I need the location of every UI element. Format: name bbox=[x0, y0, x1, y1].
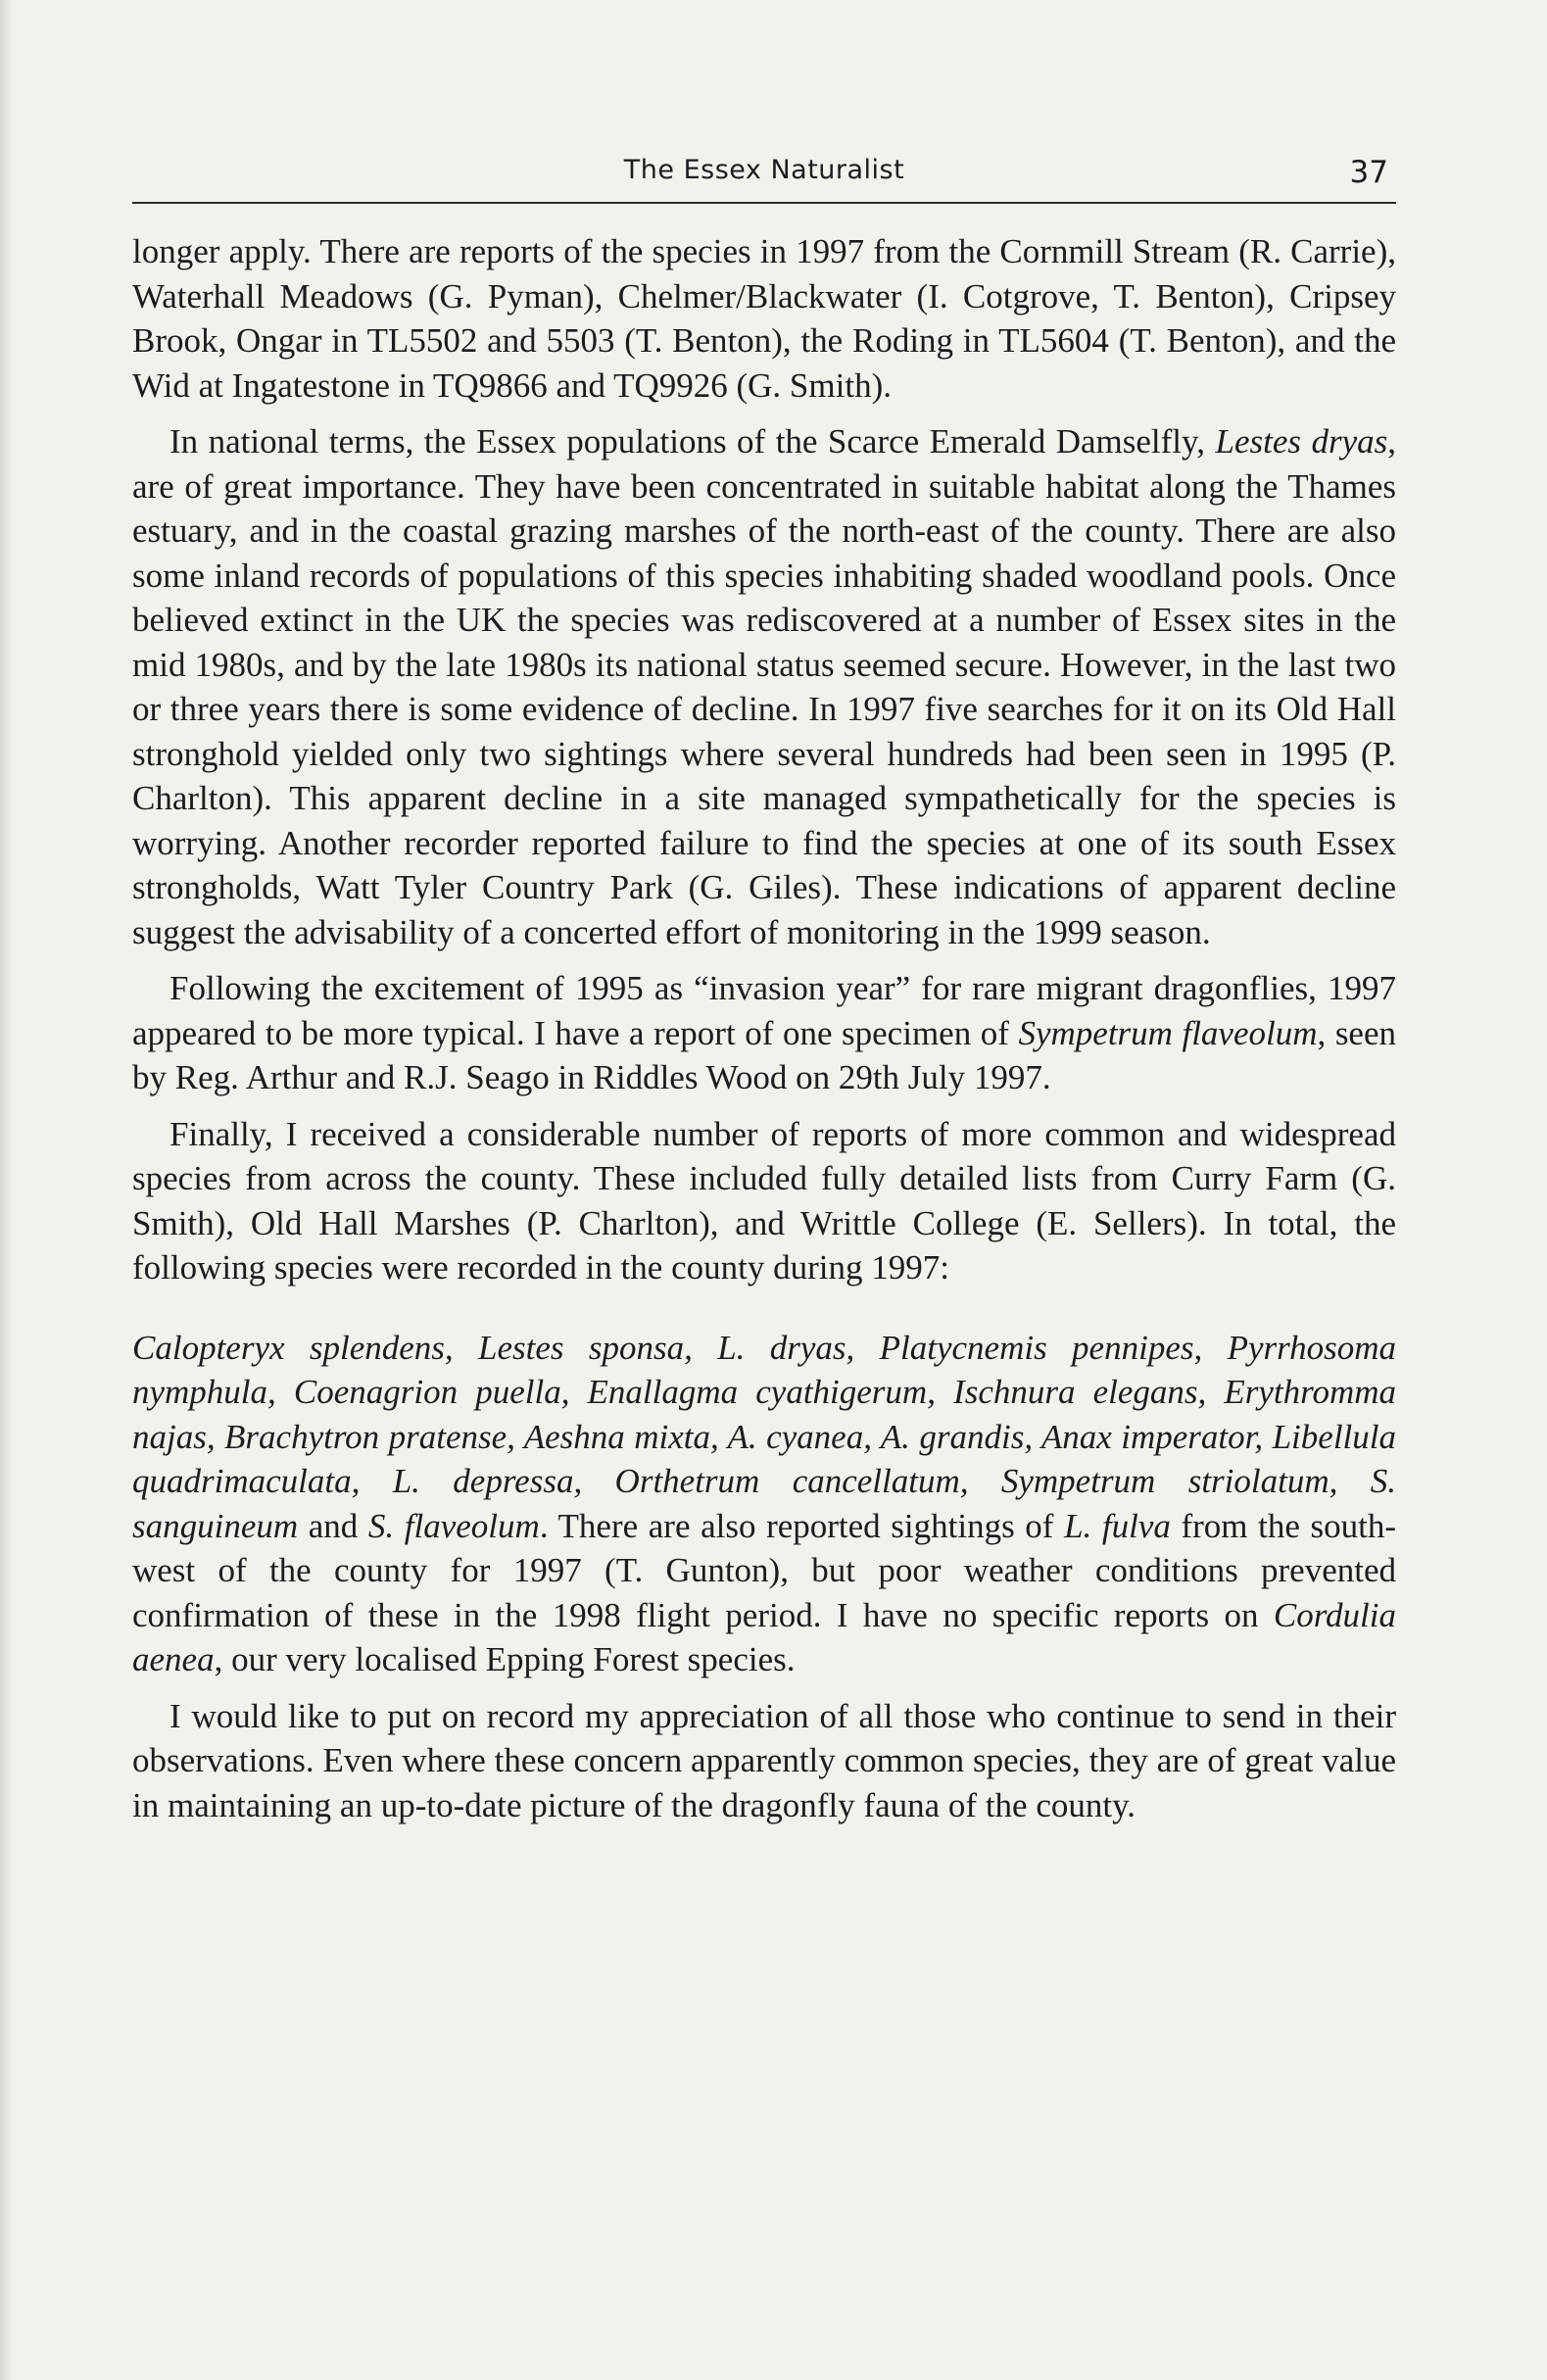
italic-text-segment: Lestes dryas bbox=[1215, 422, 1388, 461]
text-segment: Finally, I received a considerable number of reports of more common and widespread species from across the county. These included fully detailed lists from Curry Farm (G. Smith), Old Hall Marshes (P. Charlton), and Writtle College (E. Sellers). In total, the following species were recorded in the county during 1997: bbox=[132, 1114, 1396, 1287]
italic-text-segment: L. fulva bbox=[1064, 1506, 1171, 1545]
text-segment: from the south-west of the county for 1997 (T. Gunton), but poor weather conditions prevented confirmation of these in the 1998 flight period. I have no specific reports on bbox=[132, 1506, 1397, 1634]
running-title: The Essex Naturalist bbox=[623, 155, 905, 185]
text-segment: In national terms, the Essex populations of the Scarce Emerald Damselfly, bbox=[169, 422, 1216, 461]
paragraph-scarce-emerald bbox=[132, 419, 1396, 954]
running-header bbox=[132, 147, 1396, 204]
text-segment: , our very localised Epping Forest species. bbox=[214, 1640, 796, 1678]
paragraph-species-list bbox=[132, 1326, 1396, 1682]
text-segment: I would like to put on record my appreciation of all those who continue to send in their observations. Even where these concern apparently common species, they are of great value in maintaining an up-to-date picture of the dragonfly fauna of the county. bbox=[132, 1696, 1396, 1824]
text-segment: Following the excitement of 1995 as “invasion year” for rare migrant dragonflies, 1997 appeared to be more typical. I have a report of one specimen of bbox=[132, 969, 1396, 1052]
page-edge-shadow bbox=[0, 0, 14, 2380]
paragraph-continued-records bbox=[132, 229, 1396, 408]
paragraph-species-reports bbox=[132, 1112, 1396, 1290]
italic-text-segment: Sympetrum flaveolum bbox=[1018, 1013, 1318, 1052]
text-segment: and bbox=[298, 1506, 368, 1545]
italic-text-segment: Cordulia aenea bbox=[132, 1595, 1396, 1678]
paragraph-acknowledgement bbox=[132, 1694, 1396, 1828]
text-segment: . There are also reported sightings of bbox=[539, 1506, 1065, 1545]
italic-text-segment: S. flaveolum bbox=[367, 1506, 540, 1545]
text-segment: longer apply. There are reports of the species in 1997 from the Cornmill Stream (R. Carrie), Waterhall Meadows (G. Pyman), Chelmer/Blackwater (I. Cotgrove, T. Benton), Cripsey Brook, Ongar in TL5502 and 5503 (T. Benton), the Roding in TL5604 (T. Benton), and the Wid at Ingatestone in TQ9866 and TQ9926 (G. Smith). bbox=[132, 232, 1396, 405]
text-segment: , seen by Reg. Arthur and R.J. Seago in Riddles Wood on 29th July 1997. bbox=[132, 1013, 1397, 1096]
page-number: 37 bbox=[1349, 155, 1388, 190]
text-segment: , are of great importance. They have been concentrated in suitable habitat along the Thames estuary, and in the coastal grazing marshes of the north-east of the county. There are also some inland records of populations of this species inhabiting shaded woodland pools. Once believed extinct in the UK the species was rediscovered at a number of Essex sites in the mid 1980s, and by the late 1980s its national status seemed secure. However, in the last two or three years there is some evidence of decline. In 1997 five searches for it on its Old Hall stronghold yielded only two sightings where several hundreds had been seen in 1995 (P. Charlton). This apparent decline in a site managed sympathetically for the species is worrying. Another recorder reported failure to find the species at one of its south Essex strongholds, Watt Tyler Country Park (G. Giles). These indications of apparent decline suggest the advisability of a concerted effort of monitoring in the 1999 season. bbox=[132, 422, 1396, 951]
italic-text-segment: Calopteryx splendens, Lestes sponsa, L. dryas, Platycnemis pennipes, Pyrrhosoma nymphula, Coenagrion puella, Enallagma cyathigerum, Ischnura elegans, Erythromma najas, Brachytron pratense, Aeshna mixta, A. cyanea, A. grandis, Anax imperator, Libellula quadrimaculata, L. depressa, Orthetrum cancellatum, Sympetrum striolatum, S. sanguineum bbox=[132, 1328, 1396, 1545]
paragraph-migrant-dragonflies bbox=[132, 966, 1396, 1100]
document-page bbox=[132, 147, 1396, 1827]
body-text bbox=[132, 229, 1396, 1827]
